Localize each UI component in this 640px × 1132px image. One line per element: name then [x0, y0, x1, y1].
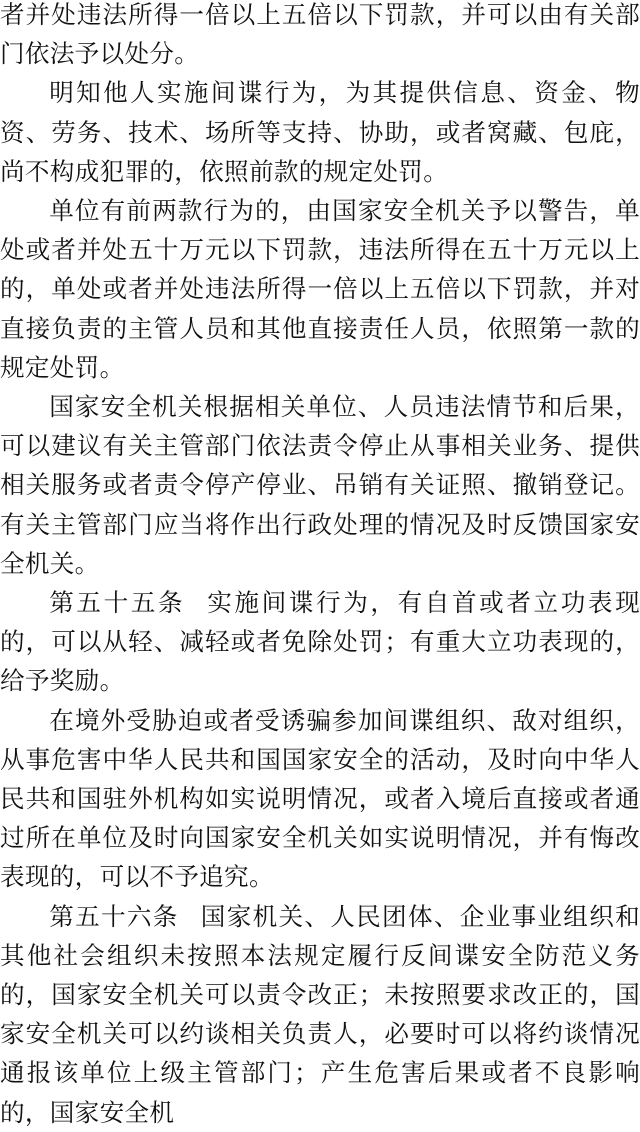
article-number: 第五十六条 — [49, 901, 179, 931]
article-number: 第五十五条 — [49, 588, 186, 618]
paragraph — [0, 73, 640, 191]
paragraph-text: 者并处违法所得一倍以上五倍以下罚款，并可以由有关部门依法予以处分。 — [0, 0, 640, 69]
paragraph — [0, 387, 640, 583]
paragraph — [0, 191, 640, 387]
paragraph-text: 实施间谍行为，有自首或者立功表现的，可以从轻、减轻或者免除处罚；有重大立功表现的，给予奖励。 — [0, 588, 640, 696]
paragraph-text: 在境外受胁迫或者受诱骗参加间谍组织、敌对组织，从事危害中华人民共和国国家安全的活动，及时向中华人民共和国驻外机构如实说明情况，或者入境后直接或者通过所在单位及时向国家安全机关如实说明情况，并有悔改表现的，可以不予追究。 — [0, 705, 640, 892]
paragraph-continued — [0, 0, 640, 73]
paragraph-text: 国家安全机关根据相关单位、人员违法情节和后果，可以建议有关主管部门依法责令停止从事相关业务、提供相关服务或者责令停产停业、吊销有关证照、撤销登记。有关主管部门应当将作出行政处理的情况及时反馈国家安全机关。 — [0, 392, 640, 578]
paragraph-text: 单位有前两款行为的，由国家安全机关予以警告，单处或者并处五十万元以下罚款，违法所得在五十万元以上的，单处或者并处违法所得一倍以上五倍以下罚款，并对直接负责的主管人员和其他直接责任人员，依照第一款的规定处罚。 — [0, 196, 640, 382]
article-paragraph — [0, 897, 640, 1132]
paragraph-text: 明知他人实施间谍行为，为其提供信息、资金、物资、劳务、技术、场所等支持、协助，或者窝藏、包庇，尚不构成犯罪的，依照前款的规定处罚。 — [0, 78, 640, 186]
article-paragraph — [0, 583, 640, 701]
paragraph-text: 国家机关、人民团体、企业事业组织和其他社会组织未按照本法规定履行反间谍安全防范义务的，国家安全机关可以责令改正；未按照要求改正的，国家安全机关可以约谈相关负责人，必要时可以将约谈情况通报该单位上级主管部门；产生危害后果或者不良影响的，国家安全机 — [0, 901, 640, 1127]
paragraph — [0, 701, 640, 897]
